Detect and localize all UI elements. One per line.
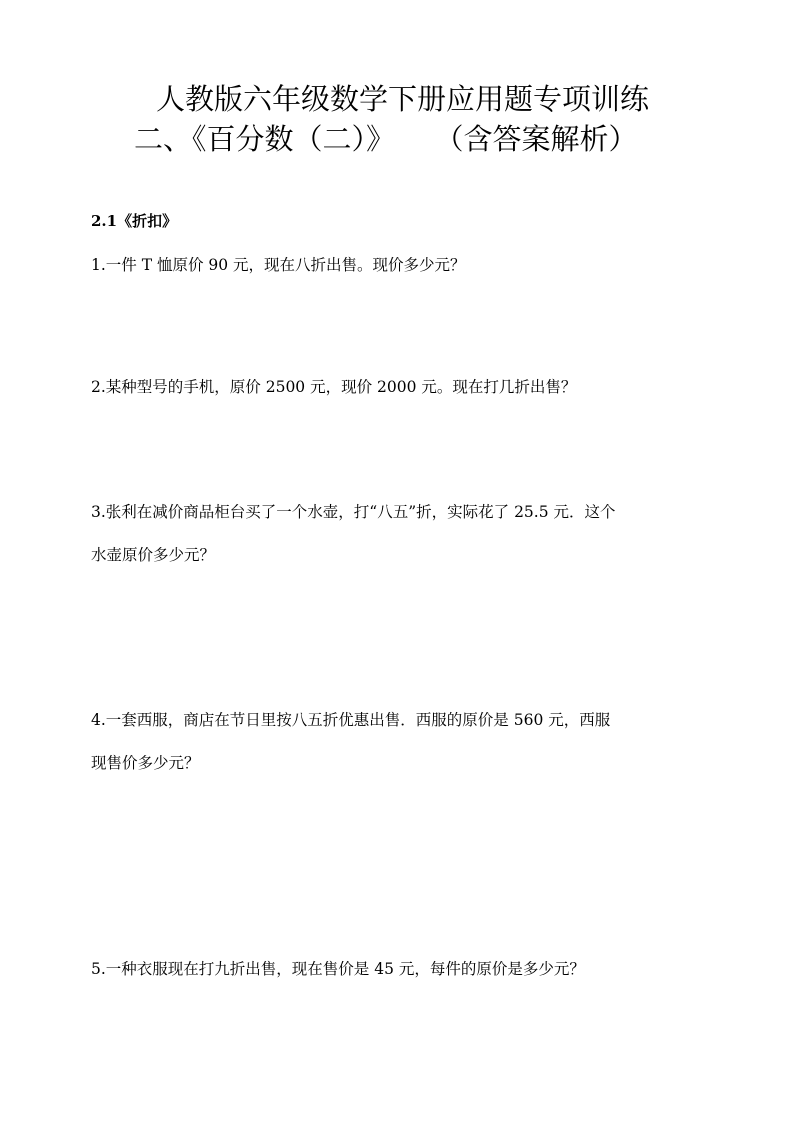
document-title: 人教版六年级数学下册应用题专项训练 bbox=[156, 82, 650, 116]
question-text: 4.一套西服，商店在节日里按八五折优惠出售．西服的原价是 560 元，西服 bbox=[91, 711, 611, 729]
section-heading: 2.1《折扣》 bbox=[91, 212, 178, 230]
question-text-continued: 水壶原价多少元？ bbox=[91, 546, 216, 564]
question-text: 3.张利在减价商品柜台买了一个水壶，打“八五”折，实际花了 25.5 元．这个 bbox=[91, 503, 616, 521]
question-4 bbox=[91, 699, 711, 785]
question-5 bbox=[91, 948, 711, 991]
question-text: 5.一种衣服现在打九折出售，现在售价是 45 元，每件的原价是多少元？ bbox=[91, 960, 585, 978]
document-subtitle bbox=[134, 121, 638, 157]
subtitle-chapter: 二、《百分数（二）》 bbox=[134, 122, 396, 156]
question-text-continued: 现售价多少元？ bbox=[91, 754, 200, 772]
question-text: 2.某种型号的手机，原价 2500 元，现价 2000 元。现在打几折出售？ bbox=[91, 378, 577, 396]
question-2 bbox=[91, 366, 711, 409]
question-3 bbox=[91, 491, 711, 577]
question-text: 1.一件 T 恤原价 90 元，现在八折出售。现价多少元？ bbox=[91, 256, 466, 274]
subtitle-answers-note: （含答案解析） bbox=[449, 122, 638, 156]
question-1 bbox=[91, 244, 711, 287]
